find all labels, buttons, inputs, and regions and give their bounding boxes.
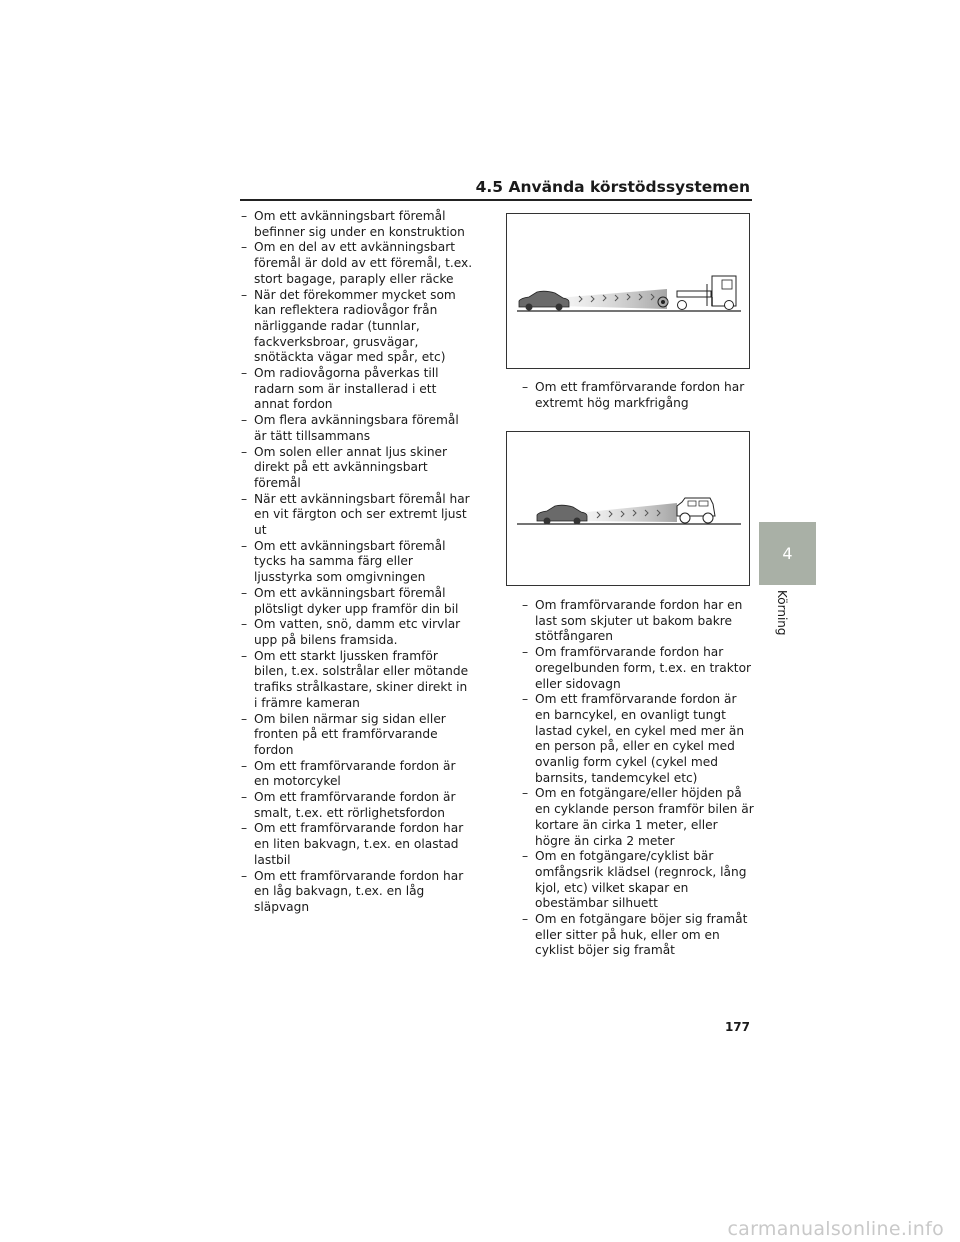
list-item: – Om en fotgängare/cyklist bär omfångsrik klädsel (regnrock, lång kjol, etc) vilket skapar en obestämbar silhuett [522,849,754,912]
list-item: – Om flera avkänningsbara föremål är tätt tillsammans [241,413,473,444]
suv-illustration [506,431,750,586]
list-item: – Om bilen närmar sig sidan eller fronten på ett framförvarande fordon [241,712,473,759]
section-title: 4.5 Använda körstödssystemen [475,178,750,196]
chapter-number: 4 [782,544,793,563]
truck-diagram-svg [507,214,749,368]
list-item: – Om framförvarande fordon har en last som skjuter ut bakom bakre stötfångaren [522,598,754,645]
list-item: – Om ett framförvarande fordon har en liten bakvagn, t.ex. en olastad lastbil [241,821,473,868]
list-item: – Om ett framförvarande fordon är smalt, t.ex. ett rörlighetsfordon [241,790,473,821]
list-item: – Om ett avkänningsbart föremål befinner sig under en konstruktion [241,209,473,240]
list-item: – När ett avkänningsbart föremål har en vit färgton och ser extremt ljust ut [241,492,473,539]
list-item: – Om ett framförvarande fordon har en låg bakvagn, t.ex. en låg släpvagn [241,869,473,916]
list-item: – Om ett starkt ljussken framför bilen, t.ex. solstrålar eller mötande trafiks strålkastare, skiner direkt in i främre kameran [241,649,473,712]
truck-illustration [506,213,750,369]
list-item: – Om ett framförvarande fordon är en barncykel, en ovanligt tungt lastad cykel, en cykel med mer än en person på, eller en cykel med ovanlig form cykel (cykel med barnsits, tandemcykel etc) [522,692,754,786]
list-item: – Om en fotgängare/eller höjden på en cyklande person framför bilen är kortare än cirka 1 meter, eller högre än cirka 2 meter [522,786,754,849]
list-item: – Om vatten, snö, damm etc virvlar upp på bilens framsida. [241,617,473,648]
suv-diagram-svg [507,432,749,585]
page-number: 177 [724,1020,750,1034]
right-bullet-list [522,598,754,959]
list-item: – Om en del av ett avkänningsbart föremål är dold av ett föremål, t.ex. stort bagage, paraply eller räcke [241,240,473,287]
list-item: – Om en fotgängare böjer sig framåt eller sitter på huk, eller om en cyklist böjer sig framåt [522,912,754,959]
list-item: – Om ett avkänningsbart föremål plötsligt dyker upp framför din bil [241,586,473,617]
chapter-label: Körning [775,590,789,636]
list-item: – Om radiovågorna påverkas till radarn som är installerad i ett annat fordon [241,366,473,413]
header-divider [240,199,752,201]
list-item: – Om ett framförvarande fordon har extremt hög markfrigång [522,380,754,411]
figure1-caption-item [522,380,754,411]
list-item: – Om ett framförvarande fordon är en motorcykel [241,759,473,790]
list-item: – När det förekommer mycket som kan reflektera radiovågor från närliggande radar (tunnlar, fackverksbroar, grusvägar, snötäckta vägar med spår, etc) [241,288,473,367]
list-item: – Om solen eller annat ljus skiner direkt på ett avkänningsbart föremål [241,445,473,492]
list-item: – Om ett avkänningsbart föremål tycks ha samma färg eller ljusstyrka som omgivningen [241,539,473,586]
chapter-tab [759,522,816,585]
list-item: – Om framförvarande fordon har oregelbunden form, t.ex. en traktor eller sidovagn [522,645,754,692]
left-bullet-list [241,209,473,916]
watermark: carmanualsonline.info [727,1218,944,1240]
